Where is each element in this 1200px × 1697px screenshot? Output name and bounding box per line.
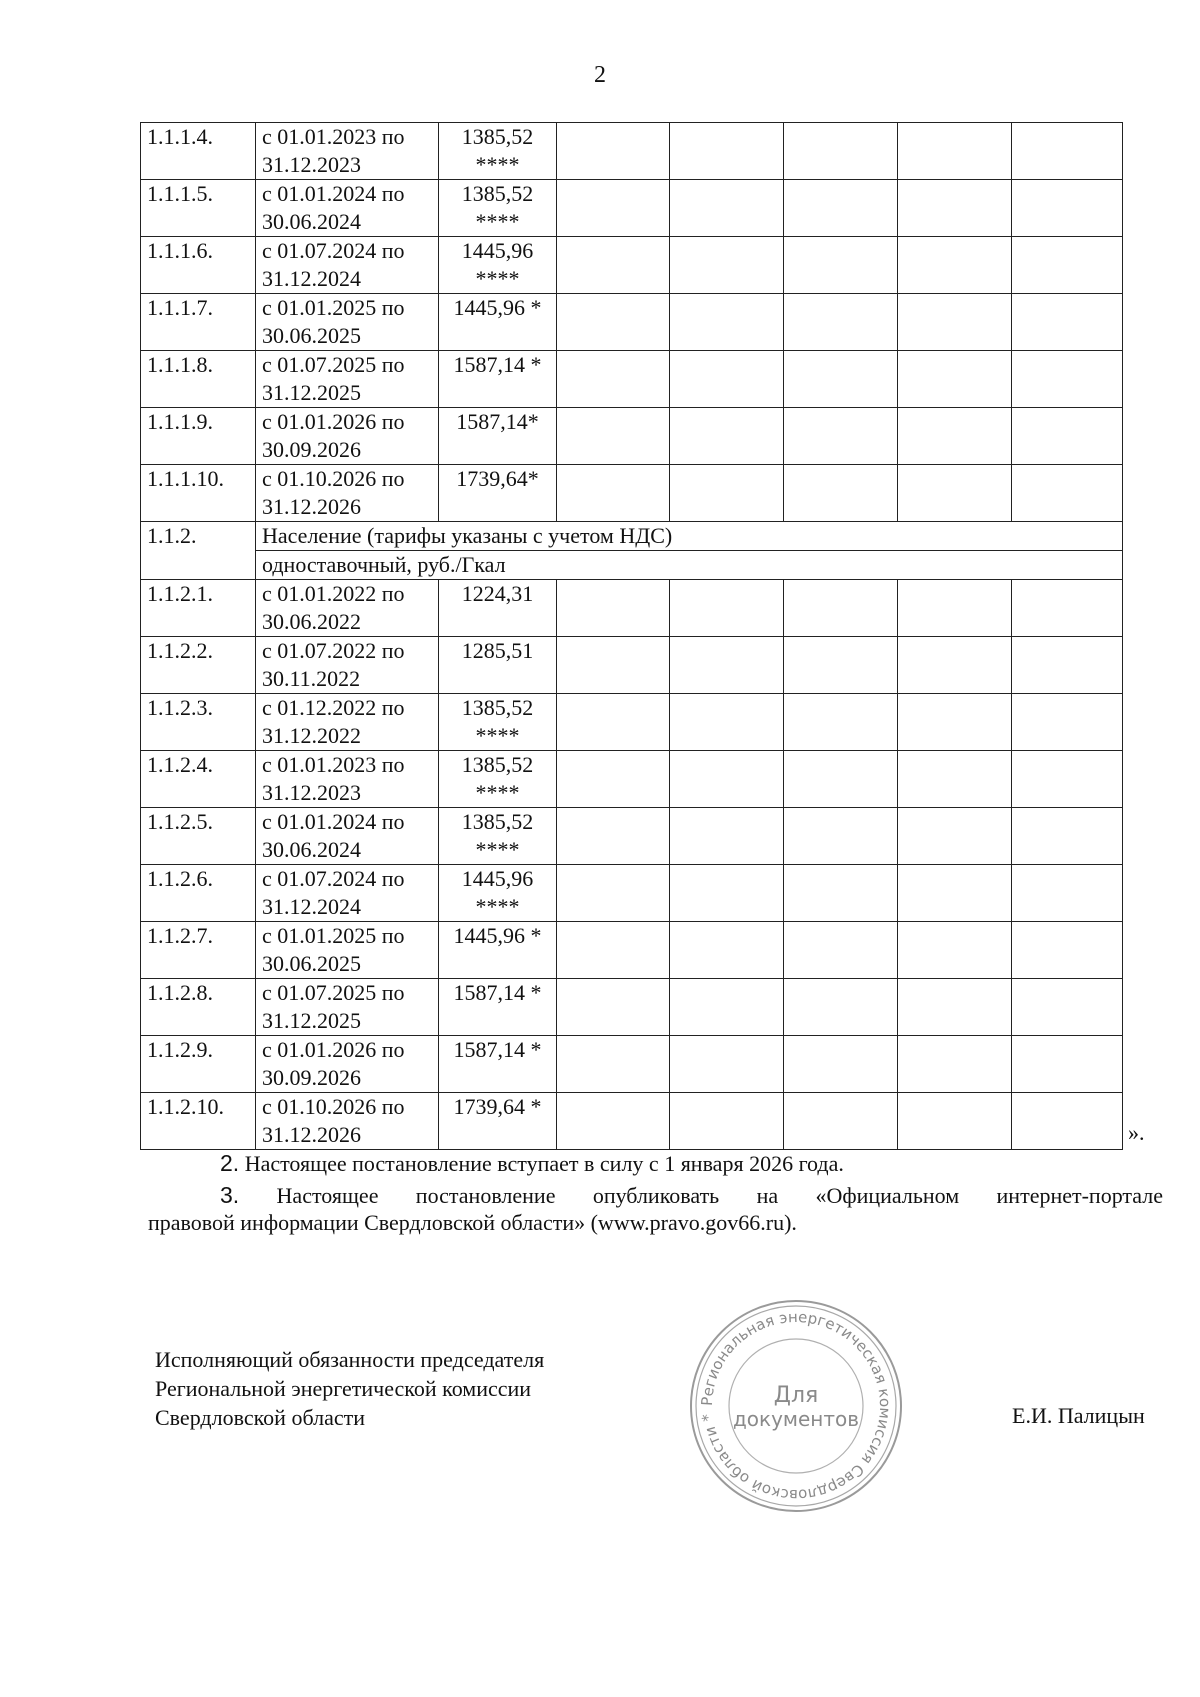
tariff-row [141, 1036, 1123, 1093]
row-code: 1.1.1.8. [141, 351, 256, 408]
row-period [256, 408, 439, 465]
empty-cell [1012, 351, 1123, 408]
row-price [439, 237, 557, 294]
tariff-row [141, 123, 1123, 180]
empty-cell [1012, 465, 1123, 522]
period-to: 30.06.2024 [262, 209, 361, 234]
row-code: 1.1.2.7. [141, 922, 256, 979]
row-code: 1.1.2.5. [141, 808, 256, 865]
row-price [439, 637, 557, 694]
period-from: с 01.01.2025 по [262, 295, 405, 320]
price-value: 1739,64* [456, 466, 539, 491]
row-period [256, 979, 439, 1036]
paragraph-2 [220, 1149, 844, 1178]
row-code: 1.1.1.5. [141, 180, 256, 237]
section-title: Население (тарифы указаны с учетом НДС) [256, 522, 1123, 551]
period-to: 30.06.2025 [262, 951, 361, 976]
period-from: с 01.07.2024 по [262, 238, 405, 263]
tariff-row [141, 580, 1123, 637]
row-price [439, 751, 557, 808]
empty-cell [557, 123, 670, 180]
signer-name: Е.И. Палицын [1012, 1403, 1145, 1428]
paragraph-2-text: Настоящее постановление вступает в силу с 1 января 2026 года. [244, 1151, 844, 1176]
page-number: 2 [594, 62, 606, 88]
price-value: 1385,52 [461, 181, 534, 206]
paragraph-3-line-1 [220, 1181, 1163, 1210]
price-mark: **** [475, 723, 520, 748]
empty-cell [898, 751, 1012, 808]
empty-cell [784, 465, 898, 522]
period-to: 31.12.2026 [262, 1122, 361, 1147]
tariff-row [141, 351, 1123, 408]
row-code: 1.1.2.6. [141, 865, 256, 922]
signer-position-line-1: Исполняющий обязанности председателя [155, 1347, 545, 1372]
period-to: 31.12.2025 [262, 1008, 361, 1033]
empty-cell [784, 922, 898, 979]
empty-cell [1012, 751, 1123, 808]
empty-cell [670, 694, 784, 751]
period-from: с 01.01.2022 по [262, 581, 405, 606]
row-period [256, 751, 439, 808]
row-price [439, 1093, 557, 1150]
empty-cell [1012, 979, 1123, 1036]
empty-cell [898, 294, 1012, 351]
row-period [256, 180, 439, 237]
empty-cell [1012, 808, 1123, 865]
price-value: 1385,52 [461, 695, 534, 720]
price-value: 1739,64 * [453, 1094, 542, 1119]
empty-cell [784, 1093, 898, 1150]
row-code: 1.1.2.10. [141, 1093, 256, 1150]
period-from: с 01.01.2026 по [262, 1037, 405, 1062]
tariff-row [141, 751, 1123, 808]
empty-cell [557, 465, 670, 522]
tariff-row [141, 637, 1123, 694]
empty-cell [670, 865, 784, 922]
row-period [256, 465, 439, 522]
period-from: с 01.07.2024 по [262, 866, 405, 891]
row-price [439, 580, 557, 637]
empty-cell [1012, 408, 1123, 465]
period-to: 31.12.2024 [262, 894, 361, 919]
price-value: 1445,96 * [453, 923, 542, 948]
period-from: с 01.12.2022 по [262, 695, 405, 720]
empty-cell [784, 180, 898, 237]
stamp-text-line-1: Для [773, 1383, 819, 1408]
price-value: 1385,52 [461, 809, 534, 834]
closing-quote: ». [1128, 1120, 1145, 1145]
row-period [256, 1036, 439, 1093]
empty-cell [557, 580, 670, 637]
period-to: 31.12.2025 [262, 380, 361, 405]
price-mark: **** [475, 266, 520, 291]
row-price [439, 465, 557, 522]
empty-cell [784, 294, 898, 351]
row-code: 1.1.2.2. [141, 637, 256, 694]
row-period [256, 580, 439, 637]
row-period [256, 1093, 439, 1150]
row-period [256, 808, 439, 865]
price-value: 1385,52 [461, 124, 534, 149]
empty-cell [670, 1093, 784, 1150]
empty-cell [784, 580, 898, 637]
period-to: 31.12.2023 [262, 152, 361, 177]
section-subtitle-row [141, 551, 1123, 580]
period-from: с 01.07.2022 по [262, 638, 405, 663]
row-price [439, 180, 557, 237]
empty-cell [1012, 922, 1123, 979]
empty-cell [898, 865, 1012, 922]
tariff-table [140, 122, 1123, 1150]
price-value: 1285,51 [461, 638, 534, 663]
row-price [439, 979, 557, 1036]
section-subtitle: одноставочный, руб./Гкал [256, 551, 1123, 580]
section-title-row [141, 522, 1123, 551]
tariff-row [141, 922, 1123, 979]
price-value: 1587,14* [456, 409, 539, 434]
empty-cell [898, 979, 1012, 1036]
period-from: с 01.01.2024 по [262, 809, 405, 834]
empty-cell [898, 922, 1012, 979]
empty-cell [1012, 1036, 1123, 1093]
empty-cell [557, 694, 670, 751]
price-value: 1385,52 [461, 752, 534, 777]
tariff-row [141, 180, 1123, 237]
price-value: 1224,31 [461, 581, 534, 606]
signer-position-line-2: Региональной энергетической комиссии [155, 1376, 532, 1401]
row-period [256, 294, 439, 351]
tariff-row [141, 237, 1123, 294]
row-price [439, 865, 557, 922]
period-from: с 01.07.2025 по [262, 980, 405, 1005]
signer-position [155, 1345, 544, 1432]
empty-cell [557, 237, 670, 294]
paragraph-2-number: 2. [220, 1150, 240, 1176]
empty-cell [784, 1036, 898, 1093]
row-period [256, 637, 439, 694]
empty-cell [898, 808, 1012, 865]
empty-cell [898, 408, 1012, 465]
empty-cell [898, 465, 1012, 522]
row-price [439, 922, 557, 979]
price-value: 1587,14 * [453, 352, 542, 377]
empty-cell [1012, 694, 1123, 751]
empty-cell [784, 351, 898, 408]
empty-cell [557, 408, 670, 465]
official-stamp [688, 1298, 904, 1514]
period-to: 31.12.2026 [262, 494, 361, 519]
empty-cell [784, 865, 898, 922]
row-period [256, 694, 439, 751]
empty-cell [784, 751, 898, 808]
tariff-row [141, 979, 1123, 1036]
empty-cell [1012, 637, 1123, 694]
price-mark: **** [475, 209, 520, 234]
empty-cell [784, 237, 898, 294]
row-price [439, 294, 557, 351]
row-price [439, 351, 557, 408]
empty-cell [670, 922, 784, 979]
section-1-1-2 [141, 522, 1123, 580]
tariff-rows-group-1 [141, 123, 1123, 522]
empty-cell [784, 694, 898, 751]
empty-cell [557, 922, 670, 979]
empty-cell [898, 694, 1012, 751]
empty-cell [670, 180, 784, 237]
price-mark: **** [475, 894, 520, 919]
period-from: с 01.10.2026 по [262, 466, 405, 491]
empty-cell [1012, 123, 1123, 180]
stamp-ring-text: Региональная энергетическая комиссия Свердловской области * [697, 1307, 895, 1505]
period-from: с 01.01.2023 по [262, 752, 405, 777]
period-to: 30.06.2022 [262, 609, 361, 634]
empty-cell [557, 180, 670, 237]
empty-cell [557, 865, 670, 922]
empty-cell [670, 465, 784, 522]
stamp-text-line-2: документов [732, 1407, 860, 1431]
empty-cell [784, 123, 898, 180]
empty-cell [784, 808, 898, 865]
price-value: 1587,14 * [453, 1037, 542, 1062]
paragraph-3-line-2: правовой информации Свердловской области» (www.pravo.gov66.ru). [148, 1210, 797, 1235]
empty-cell [670, 123, 784, 180]
row-price [439, 123, 557, 180]
empty-cell [1012, 580, 1123, 637]
tariff-row [141, 465, 1123, 522]
period-from: с 01.01.2026 по [262, 409, 405, 434]
row-period [256, 123, 439, 180]
empty-cell [557, 351, 670, 408]
empty-cell [898, 580, 1012, 637]
empty-cell [784, 637, 898, 694]
empty-cell [784, 979, 898, 1036]
paragraph-3-text-1: Настоящее постановление опубликовать на «Официальном интернет-портале [276, 1183, 1163, 1208]
price-value: 1445,96 * [453, 295, 542, 320]
empty-cell [898, 637, 1012, 694]
empty-cell [670, 1036, 784, 1093]
price-value: 1587,14 * [453, 980, 542, 1005]
tariff-row [141, 408, 1123, 465]
row-price [439, 1036, 557, 1093]
empty-cell [557, 1036, 670, 1093]
empty-cell [557, 808, 670, 865]
tariff-row [141, 294, 1123, 351]
tariff-row [141, 865, 1123, 922]
paragraph-3-number: 3. [220, 1182, 240, 1208]
row-code: 1.1.1.7. [141, 294, 256, 351]
row-period [256, 865, 439, 922]
empty-cell [898, 180, 1012, 237]
row-price [439, 408, 557, 465]
tariff-row [141, 808, 1123, 865]
empty-cell [670, 580, 784, 637]
empty-cell [670, 294, 784, 351]
price-mark: **** [475, 780, 520, 805]
row-code: 1.1.2.1. [141, 580, 256, 637]
period-to: 30.06.2024 [262, 837, 361, 862]
empty-cell [557, 751, 670, 808]
row-code: 1.1.1.4. [141, 123, 256, 180]
period-to: 31.12.2022 [262, 723, 361, 748]
period-from: с 01.07.2025 по [262, 352, 405, 377]
period-from: с 01.01.2024 по [262, 181, 405, 206]
period-from: с 01.01.2025 по [262, 923, 405, 948]
period-to: 30.09.2026 [262, 437, 361, 462]
price-mark: **** [475, 152, 520, 177]
empty-cell [898, 123, 1012, 180]
period-from: с 01.01.2023 по [262, 124, 405, 149]
price-value: 1445,96 [461, 866, 534, 891]
empty-cell [670, 237, 784, 294]
empty-cell [1012, 294, 1123, 351]
row-code: 1.1.1.6. [141, 237, 256, 294]
row-code: 1.1.1.9. [141, 408, 256, 465]
empty-cell [1012, 180, 1123, 237]
row-code: 1.1.2.8. [141, 979, 256, 1036]
empty-cell [1012, 865, 1123, 922]
empty-cell [670, 637, 784, 694]
row-price [439, 808, 557, 865]
empty-cell [670, 751, 784, 808]
row-price [439, 694, 557, 751]
period-to: 31.12.2023 [262, 780, 361, 805]
period-from: с 01.10.2026 по [262, 1094, 405, 1119]
row-period [256, 922, 439, 979]
section-code: 1.1.2. [141, 522, 256, 580]
row-code: 1.1.2.4. [141, 751, 256, 808]
price-value: 1445,96 [461, 238, 534, 263]
tariff-rows-group-2 [141, 580, 1123, 1150]
tariff-row [141, 1093, 1123, 1150]
empty-cell [784, 408, 898, 465]
empty-cell [898, 351, 1012, 408]
empty-cell [670, 351, 784, 408]
period-to: 31.12.2024 [262, 266, 361, 291]
signer-position-line-3: Свердловской области [155, 1405, 365, 1430]
empty-cell [1012, 237, 1123, 294]
empty-cell [557, 1093, 670, 1150]
empty-cell [1012, 1093, 1123, 1150]
empty-cell [557, 294, 670, 351]
row-code: 1.1.1.10. [141, 465, 256, 522]
empty-cell [670, 408, 784, 465]
price-mark: **** [475, 837, 520, 862]
empty-cell [898, 1036, 1012, 1093]
period-to: 30.06.2025 [262, 323, 361, 348]
row-code: 1.1.2.3. [141, 694, 256, 751]
empty-cell [557, 979, 670, 1036]
row-period [256, 351, 439, 408]
tariff-row [141, 694, 1123, 751]
empty-cell [670, 979, 784, 1036]
period-to: 30.09.2026 [262, 1065, 361, 1090]
period-to: 30.11.2022 [262, 666, 361, 691]
row-code: 1.1.2.9. [141, 1036, 256, 1093]
empty-cell [670, 808, 784, 865]
empty-cell [898, 237, 1012, 294]
empty-cell [898, 1093, 1012, 1150]
empty-cell [557, 637, 670, 694]
row-period [256, 237, 439, 294]
